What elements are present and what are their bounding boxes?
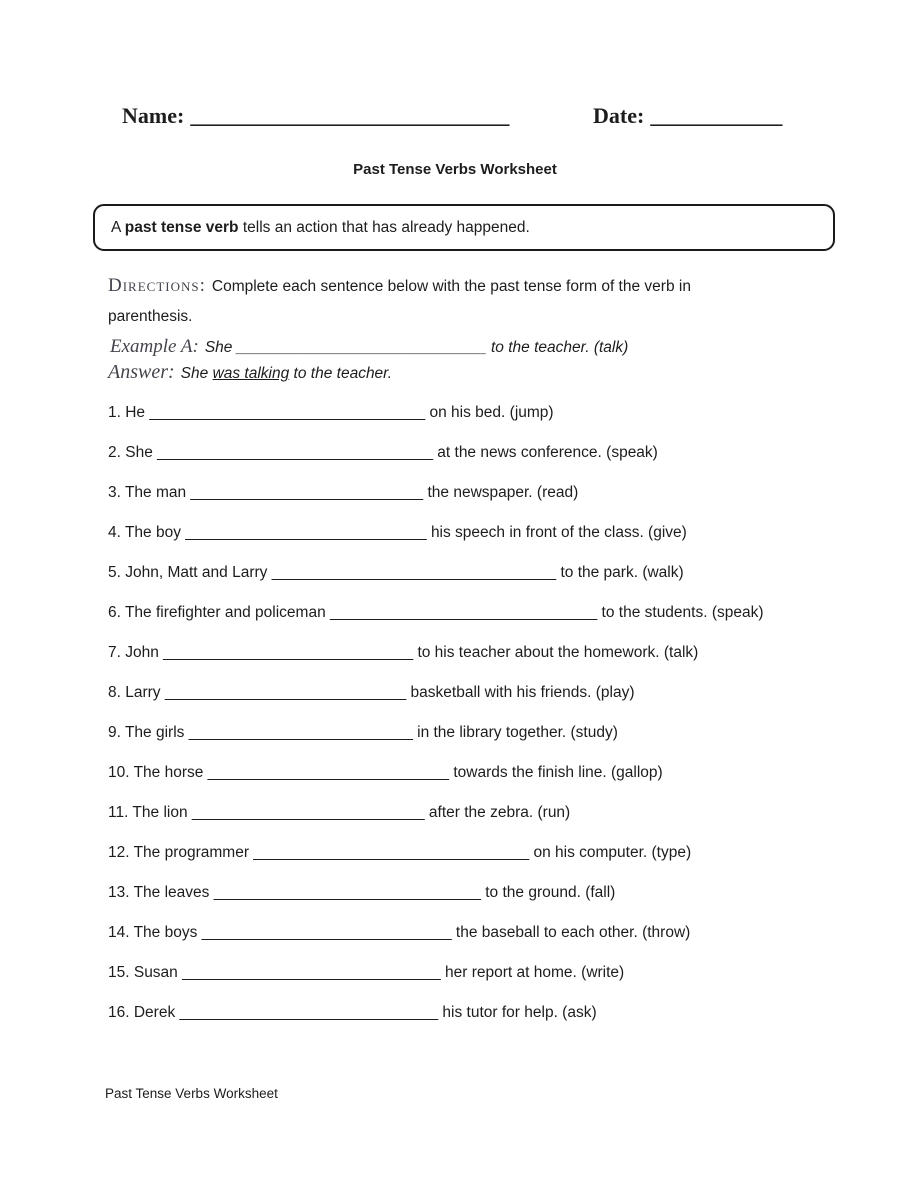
sentence-item-9: 9. The girls __________________________ in the library together. (study) bbox=[108, 724, 618, 741]
name-label: Name: bbox=[122, 103, 185, 128]
sentence-item-13: 13. The leaves _______________________________ to the ground. (fall) bbox=[108, 884, 616, 901]
answer-text-post: to the teacher. bbox=[289, 365, 393, 382]
answer-label: Answer: bbox=[108, 361, 175, 383]
definition-text-post: tells an action that has already happened. bbox=[238, 218, 530, 236]
definition-box bbox=[93, 204, 835, 251]
sentence-item-11: 11. The lion ___________________________ after the zebra. (run) bbox=[108, 804, 571, 821]
sentence-item-4: 4. The boy ____________________________ his speech in front of the class. (give) bbox=[108, 524, 687, 541]
sentence-item-2: 2. She ________________________________ at the news conference. (speak) bbox=[108, 444, 658, 461]
sentence-item-15: 15. Susan ______________________________ her report at home. (write) bbox=[108, 964, 625, 981]
answer-text bbox=[181, 365, 392, 382]
answer-text-pre: She bbox=[180, 365, 213, 382]
directions-label: Directions: bbox=[108, 275, 206, 296]
date-field bbox=[593, 103, 782, 129]
answer-line bbox=[108, 361, 392, 384]
sentence-item-14: 14. The boys _____________________________ the baseball to each other. (throw) bbox=[108, 924, 691, 941]
definition-text bbox=[111, 219, 530, 237]
sentence-item-8: 8. Larry ____________________________ basketball with his friends. (play) bbox=[108, 684, 635, 701]
sentence-item-7: 7. John _____________________________ to his teacher about the homework. (talk) bbox=[108, 644, 699, 661]
date-label: Date: bbox=[593, 103, 645, 128]
example-line bbox=[110, 336, 628, 358]
definition-text-bold: past tense verb bbox=[124, 218, 239, 236]
date-blank-line: ____________ bbox=[650, 103, 783, 128]
sentence-item-10: 10. The horse ____________________________ towards the finish line. (gallop) bbox=[108, 764, 663, 781]
sentence-item-3: 3. The man ___________________________ the newspaper. (read) bbox=[108, 484, 579, 501]
name-blank-line: _____________________________ bbox=[190, 103, 510, 128]
sentence-item-1: 1. He ________________________________ on his bed. (jump) bbox=[108, 404, 554, 421]
example-text: She _____________________________ to the teacher. (talk) bbox=[204, 339, 629, 356]
directions bbox=[108, 271, 753, 332]
sentence-item-5: 5. John, Matt and Larry _________________________________ to the park. (walk) bbox=[108, 564, 684, 581]
name-field bbox=[122, 103, 509, 129]
sentence-item-16: 16. Derek ______________________________ his tutor for help. (ask) bbox=[108, 1004, 597, 1021]
sentence-item-6: 6. The firefighter and policeman _______________________________ to the students. (speak) bbox=[108, 604, 764, 621]
footer-title: Past Tense Verbs Worksheet bbox=[105, 1086, 278, 1101]
page-title: Past Tense Verbs Worksheet bbox=[353, 161, 557, 178]
sentence-item-12: 12. The programmer ________________________________ on his computer. (type) bbox=[108, 844, 692, 861]
definition-text-pre: A bbox=[111, 218, 125, 236]
directions-text: Complete each sentence below with the past tense form of the verb in parenthesis. bbox=[108, 278, 691, 325]
example-label: Example A: bbox=[110, 336, 199, 357]
answer-text-underlined: was talking bbox=[212, 365, 290, 382]
sentence-list bbox=[108, 393, 888, 1033]
